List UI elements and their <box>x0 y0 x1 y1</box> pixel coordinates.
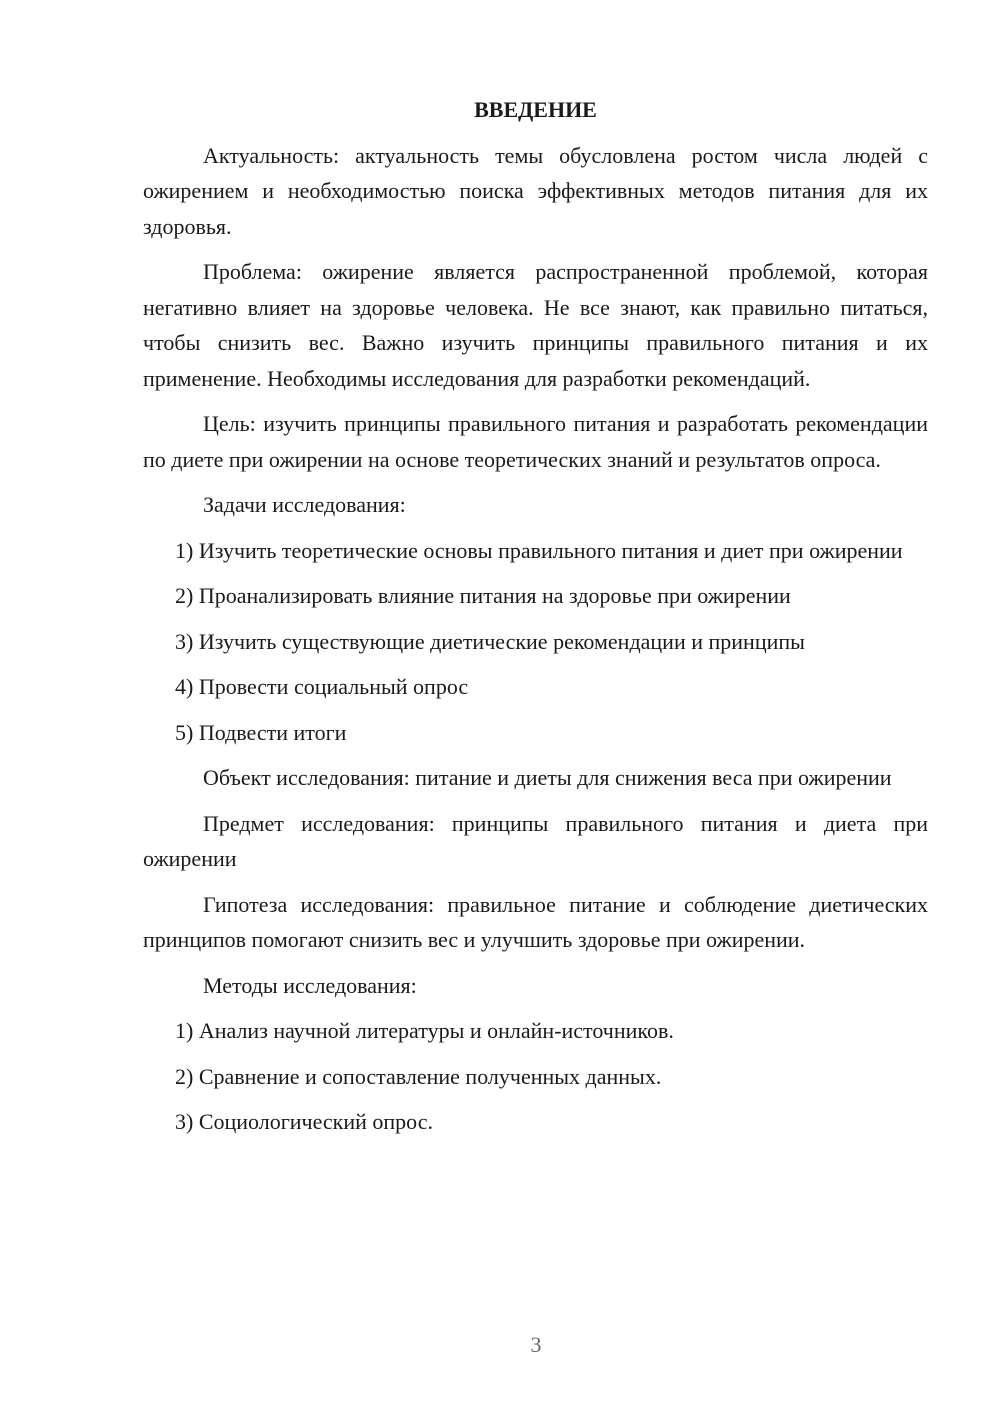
document-page <box>143 92 928 1150</box>
list-item-task-3: 3) Изучить существующие диетические рекомендации и принципы <box>175 628 805 654</box>
paragraph-tasks-heading: Задачи исследования: <box>203 492 406 517</box>
paragraph-subject: Предмет исследования: принципы правильного питания и диета при ожирении <box>143 810 928 871</box>
list-item-method-3: 3) Социологический опрос. <box>175 1109 433 1134</box>
list-item-method-1: 1) Анализ научной литературы и онлайн-источников. <box>175 1018 674 1043</box>
page-title: ВВЕДЕНИЕ <box>474 97 597 122</box>
paragraph-relevance: Актуальность: актуальность темы обусловлена ростом числа людей с ожирением и необходимостью поиска эффективных методов питания для их здоровья. <box>143 142 928 239</box>
page-number: 3 <box>530 1332 542 1357</box>
paragraph-hypothesis: Гипотеза исследования: правильное питание и соблюдение диетических принципов помогают снизить вес и улучшить здоровье при ожирении. <box>143 891 928 952</box>
list-item-method-2: 2) Сравнение и сопоставление полученных данных. <box>175 1063 662 1089</box>
paragraph-goal: Цель: изучить принципы правильного питания и разработать рекомендации по диете при ожирении на основе теоретических знаний и результатов опроса. <box>143 411 928 472</box>
list-item-task-4: 4) Провести социальный опрос <box>175 674 469 699</box>
list-item-task-2: 2) Проанализировать влияние питания на здоровье при ожирении <box>175 583 791 608</box>
paragraph-problem: Проблема: ожирение является распространенной проблемой, которая негативно влияет на здоровье человека. Не все знают, как правильно питаться, чтобы снизить вес. Важно изучить принципы правильного питания и их применение. Необходимы исследования для разработки рекомендаций. <box>143 259 928 391</box>
paragraph-methods-heading: Методы исследования: <box>203 972 417 998</box>
list-item-task-1: 1) Изучить теоретические основы правильного питания и диет при ожирении <box>175 537 903 563</box>
list-item-task-5: 5) Подвести итоги <box>175 719 347 745</box>
paragraph-object: Объект исследования: питание и диеты для снижения веса при ожирении <box>203 765 892 790</box>
